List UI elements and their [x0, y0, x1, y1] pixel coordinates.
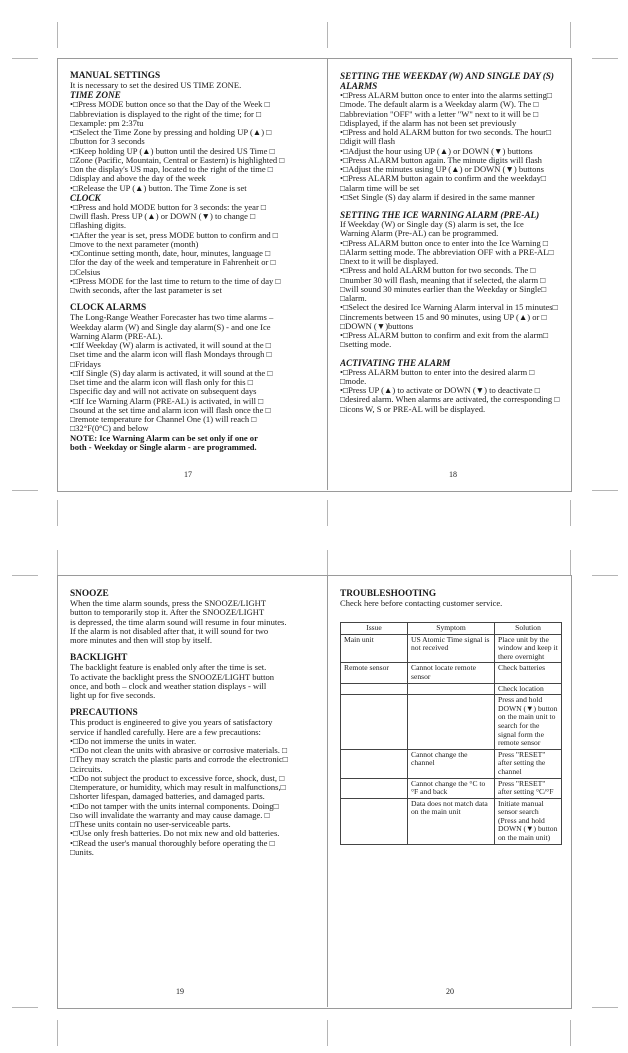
- header-symptom: Symptom: [408, 623, 495, 635]
- text-line: □will flash. Press UP (▲) or DOWN (▼) to change □: [70, 211, 256, 221]
- text-line: Warning Alarm (PRE-AL).: [70, 330, 163, 341]
- cell-symptom: Data does not match data on the main unit: [408, 798, 495, 844]
- cell-symptom: [408, 695, 495, 750]
- text-line: If the alarm is not disabled after that, it will sound for two: [70, 625, 269, 636]
- table-row: [341, 778, 562, 798]
- text-line: □32°F(0°C) and below: [70, 423, 149, 434]
- cell-symptom: Cannot locate remote sensor: [408, 663, 495, 683]
- text-line: SETTING THE WEEKDAY (W) AND SINGLE DAY (S): [340, 71, 554, 81]
- text-line: ACTIVATING THE ALARM: [340, 357, 451, 368]
- cell-symptom: Cannot change the °C to °F and back: [408, 778, 495, 798]
- text-line: □circuits.: [70, 763, 103, 774]
- text-line: □icons W, S or PRE-AL will be displayed.: [340, 403, 486, 414]
- text-line: light up for five seconds.: [70, 690, 156, 700]
- text-line: □next to it will be displayed.: [340, 256, 439, 266]
- text-line: •□If Weekday (W) alarm is activated, it will sound at the □: [70, 340, 271, 350]
- page-number-17: 17: [184, 470, 192, 479]
- table-row: [341, 683, 562, 695]
- text-line: ALARMS: [340, 81, 378, 91]
- text-line: •□Select the Time Zone by pressing and holding UP (▲) □: [70, 127, 272, 137]
- page-20-text: [340, 589, 565, 619]
- text-line: •□Press UP (▲) to activate or DOWN (▼) to deactivate □: [340, 385, 540, 395]
- page-17-text: [70, 71, 326, 471]
- spacer: [70, 700, 326, 708]
- text-line: □display and above the day of the week: [70, 173, 206, 184]
- cell-symptom: US Atomic Time signal is not received: [408, 634, 495, 663]
- text-line: PRECAUTIONS: [70, 708, 138, 719]
- header-solution: Solution: [495, 623, 562, 635]
- text-line: □Fridays: [70, 358, 101, 369]
- text-line: •□Press ALARM button once to enter into the alarms setting□: [340, 90, 553, 100]
- spacer: [340, 202, 596, 210]
- text-line: Warning Alarm (Pre-AL) can be programmed.: [340, 228, 499, 239]
- text-line: CLOCK ALARMS: [70, 303, 147, 314]
- cell-solution: Press and hold DOWN (▼) button on the main unit to search for the signal form the remote sensor: [495, 695, 562, 750]
- cell-issue: Main unit: [341, 634, 408, 663]
- text-line: □with seconds, after the last parameter is set: [70, 285, 222, 295]
- text-line: □Alarm setting mode. The abbreviation OFF with a PRE-AL□: [340, 246, 554, 257]
- text-line: •□Press ALARM button again. The minute digits will flash: [340, 154, 542, 165]
- text-line: •□Set Single (S) day alarm if desired in the same manner: [340, 191, 535, 202]
- text-line: □They may scratch the plastic parts and corrode the electronic□: [70, 754, 288, 765]
- text-line: The backlight feature is enabled only after the time is set.: [70, 662, 267, 673]
- cell-solution: Check batteries: [495, 663, 562, 683]
- troubleshooting-intro: Check here before contacting customer service.: [340, 598, 503, 608]
- text-line: •□Adjust the hour using UP (▲) or DOWN (▼) buttons: [340, 145, 533, 156]
- text-line: □Zone (Pacific, Mountain, Central or Eastern) is highlighted □: [70, 154, 285, 165]
- cell-issue: Remote sensor: [341, 663, 408, 683]
- text-line: This product is engineered to give you years of satisfactory: [70, 717, 273, 728]
- text-line: •□Press MODE button once so that the Day of the Week □: [70, 99, 270, 110]
- text-line: □abbreviation is displayed to the right of the time; for □: [70, 108, 262, 119]
- text-line: □digit will flash: [340, 136, 396, 147]
- text-line: □button for 3 seconds: [70, 136, 145, 147]
- text-line: CLOCK: [70, 192, 101, 203]
- text-line: •□Do not tamper with the units internal components. Doing□: [70, 800, 279, 811]
- cell-solution: Initiate manual sensor search (Press and hold DOWN (▼) button on the main unit): [495, 798, 562, 844]
- text-line: It is necessary to set the desired US TIME ZONE.: [70, 80, 242, 90]
- text-line: □shorter lifespan, damaged batteries, and damaged parts.: [70, 791, 265, 802]
- text-line: •□Keep holding UP (▲) button until the desired US Time □: [70, 145, 275, 156]
- page-19-text: [70, 589, 326, 989]
- cell-symptom: [408, 683, 495, 695]
- cell-solution: Press "RESET" after setting the channel: [495, 749, 562, 778]
- cell-solution: Place unit by the window and keep it there overnight: [495, 634, 562, 663]
- text-line: •□Press ALARM button again to confirm and the weekday□: [340, 173, 547, 184]
- text-line: □Celsius: [70, 266, 101, 277]
- text-line: more minutes and then will stop by itself.: [70, 635, 212, 645]
- table-row: [341, 663, 562, 683]
- cell-issue: [341, 778, 408, 798]
- text-line: •□Press and hold ALARM button for two seconds. The hour□: [340, 127, 552, 137]
- text-line: •□Use only fresh batteries. Do not mix new and old batteries.: [70, 828, 280, 839]
- spread-top-divider: [327, 58, 328, 490]
- text-line: is depressed, the time alarm sound will resume in four minutes.: [70, 616, 287, 627]
- troubleshooting-title: TROUBLESHOOTING: [340, 589, 437, 599]
- text-line: □sound at the set time and alarm icon will flash once the □: [70, 404, 271, 415]
- text-line: □displayed, if the alarm has not been set previously: [340, 117, 517, 128]
- page-number-18: 18: [449, 470, 457, 479]
- text-line: □flashing digits.: [70, 220, 126, 231]
- text-line: □alarm time will be set: [340, 182, 420, 193]
- spacer: [70, 645, 326, 653]
- text-line: □move to the next parameter (month): [70, 238, 199, 249]
- text-line: •□If Single (S) day alarm is activated, it will sound at the □: [70, 367, 273, 378]
- text-line: □abbreviation "OFF" with a letter "W" next to it will be □: [340, 108, 539, 119]
- spacer: [70, 295, 326, 303]
- cell-issue: [341, 798, 408, 844]
- text-line: •□Press ALARM button to enter into the desired alarm □: [340, 366, 535, 377]
- table-row: [341, 695, 562, 750]
- text-line: □remote temperature for Channel One (1) will reach □: [70, 414, 257, 424]
- troubleshooting-table: [340, 622, 562, 845]
- text-line: •□Read the user's manual thoroughly before operating the □: [70, 837, 275, 848]
- text-line: The Long-Range Weather Forecaster has two time alarms –: [70, 312, 274, 323]
- text-line: once, and both – clock and weather station displays - will: [70, 680, 267, 691]
- text-line: service if handled carefully. Here are a few precautions:: [70, 726, 261, 737]
- text-line: □set time and the alarm icon will flash only for this □: [70, 377, 253, 387]
- text-line: •□Do not clean the units with abrasive or corrosive materials. □: [70, 745, 288, 755]
- text-line: both - Weekday or Single alarm - are programmed.: [70, 441, 257, 452]
- table-header-row: [341, 623, 562, 635]
- text-line: •□Do not immerse the units in water.: [70, 735, 197, 746]
- text-line: •□Select the desired Ice Warning Alarm interval in 15 minutes□: [340, 302, 558, 313]
- text-line: □so will invalidate the warranty and may cause damage. □: [70, 809, 270, 820]
- text-line: □desired alarm. When alarms are activated, the corresponding □: [340, 394, 560, 405]
- text-line: □mode.: [340, 375, 367, 386]
- text-line: □for the day of the week and temperature in Fahrenheit or □: [70, 257, 276, 268]
- text-line: •□Press MODE for the last time to return to the time of day □: [70, 275, 281, 286]
- text-line: □example: pm 2:37tu: [70, 117, 144, 128]
- text-line: NOTE: Ice Warning Alarm can be set only if one or: [70, 432, 258, 443]
- page-18-text: [340, 71, 596, 471]
- cell-solution: Press "RESET" after setting °C/°F: [495, 778, 562, 798]
- text-line: □alarm.: [340, 293, 367, 303]
- text-line: MANUAL SETTINGS: [70, 71, 161, 81]
- text-line: □units.: [70, 846, 94, 857]
- text-line: •□Release the UP (▲) button. The Time Zone is set: [70, 182, 247, 193]
- text-line: •□Press and hold ALARM button for two seconds. The □: [340, 265, 536, 276]
- cell-issue: [341, 683, 408, 695]
- text-line: •□Press ALARM button once to enter into the Ice Warning □: [340, 237, 549, 248]
- text-line: □temperature, or humidity, which may result in malfunctions,□: [70, 782, 286, 792]
- text-line: □set time and the alarm icon will flash Mondays through □: [70, 349, 272, 360]
- text-line: □These units contain no user-serviceable parts.: [70, 819, 231, 829]
- text-line: □specific day and will not activate on subsequent days: [70, 386, 257, 397]
- text-line: SNOOZE: [70, 589, 109, 599]
- header-issue: Issue: [341, 623, 408, 635]
- text-line: •□Continue setting month, date, hour, minutes, language □: [70, 248, 271, 258]
- cell-issue: [341, 749, 408, 778]
- spread-bottom-divider: [327, 575, 328, 1007]
- text-line: To activate the backlight press the SNOOZE/LIGHT button: [70, 671, 275, 682]
- table-row: [341, 798, 562, 844]
- text-line: If Weekday (W) or Single day (S) alarm is set, the Ice: [340, 219, 524, 229]
- text-line: □on the display's US map, located to the right of the time □: [70, 164, 273, 174]
- text-line: •□After the year is set, press MODE button to confirm and □: [70, 229, 278, 240]
- text-line: BACKLIGHT: [70, 653, 128, 664]
- text-line: □mode. The default alarm is a Weekday alarm (W). The □: [340, 99, 539, 110]
- cell-issue: [341, 695, 408, 750]
- page-number-19: 19: [176, 987, 184, 996]
- text-line: □increments between 15 and 90 minutes, using UP (▲) or □: [340, 311, 547, 322]
- text-line: •□Press ALARM button to confirm and exit from the alarm□: [340, 330, 549, 340]
- text-line: •□Press and hold MODE button for 3 seconds: the year □: [70, 201, 267, 212]
- text-line: •□Adjust the minutes using UP (▲) or DOWN (▼) buttons: [340, 164, 544, 174]
- text-line: •□Do not subject the product to excessive force, shock, dust, □: [70, 772, 285, 783]
- cell-solution: Check location: [495, 683, 562, 695]
- text-line: Weekday alarm (W) and Single day alarm(S) - and one Ice: [70, 321, 271, 332]
- page-number-20: 20: [446, 987, 454, 996]
- text-line: When the time alarm sounds, press the SNOOZE/LIGHT: [70, 598, 267, 608]
- spacer: [340, 350, 596, 358]
- text-line: SETTING THE ICE WARNING ALARM (PRE-AL): [340, 210, 540, 220]
- text-line: □DOWN (▼)buttons: [340, 320, 414, 331]
- text-line: □setting mode.: [340, 339, 392, 350]
- text-line: □will sound 30 minutes earlier than the Weekday or Single□: [340, 283, 547, 294]
- text-line: TIME ZONE: [70, 90, 121, 101]
- table-row: [341, 749, 562, 778]
- text-line: □number 30 will flash, meaning that if selected, the alarm □: [340, 274, 546, 285]
- cell-symptom: Cannot change the channel: [408, 749, 495, 778]
- text-line: •□If Ice Warning Alarm (PRE-AL) is activated, in will □: [70, 395, 264, 406]
- table-row: [341, 634, 562, 663]
- text-line: button to temporarily stop it. After the SNOOZE/LIGHT: [70, 607, 265, 618]
